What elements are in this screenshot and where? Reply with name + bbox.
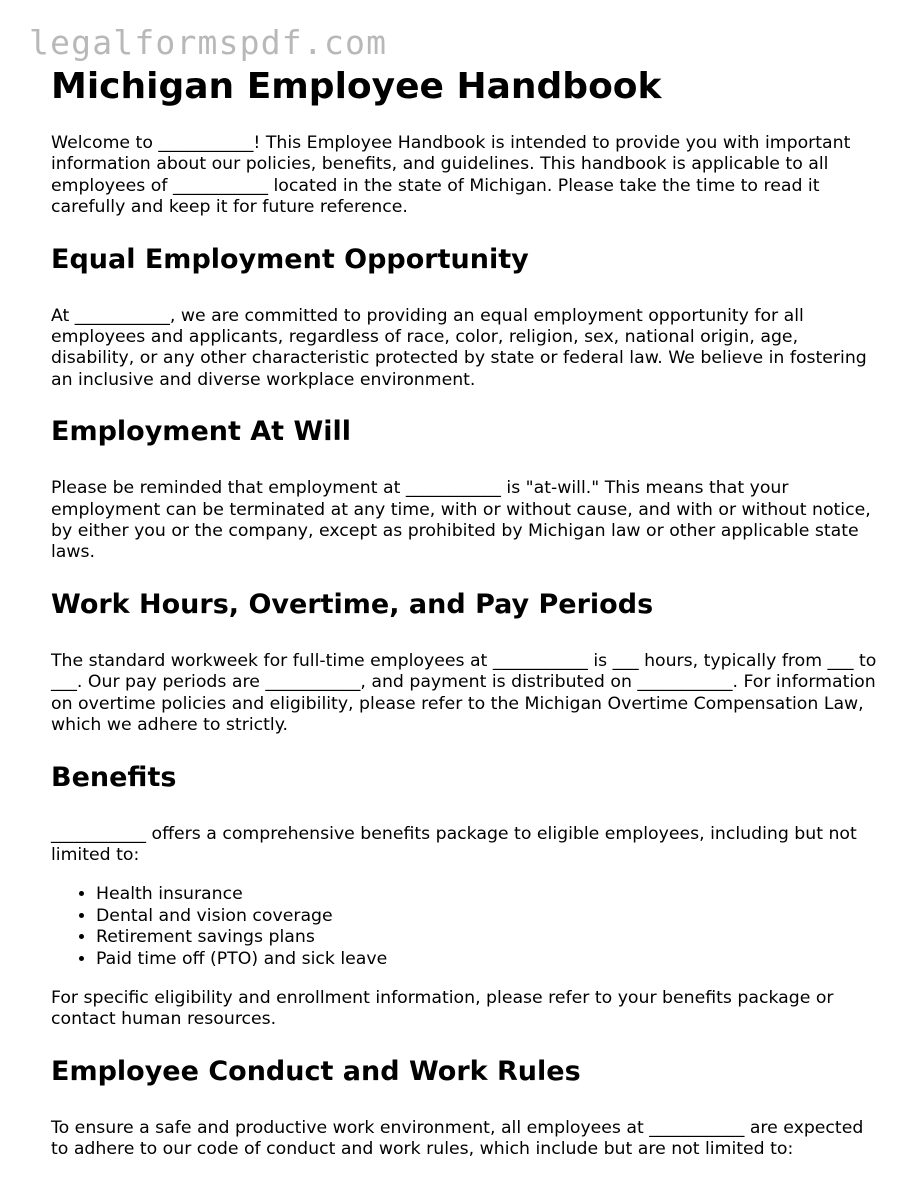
list-item: • Dental and vision coverage (96, 906, 881, 927)
document-title: Michigan Employee Handbook (51, 66, 662, 107)
section-text-equal-employment: At ___________, we are committed to providing an equal employment opportunity for all employees and applicants, regardless of race, color, religion, sex, national origin, age, disability, or any other characteristic protected by state or federal law. We believe in fostering an inclusive and diverse workplace environment. (51, 305, 867, 390)
section-text-conduct: To ensure a safe and productive work environment, all employees at ___________ are expected to adhere to our code of conduct and work rules, which include but are not limited to: (51, 1117, 864, 1160)
section-text-at-will: Please be reminded that employment at ___________ is "at-will." This means that your employment can be terminated at any time, with or without cause, and with or without notice, by either you or the company, except as prohibited by Michigan law or other applicable state laws. (51, 478, 871, 563)
document-page (51, 64, 881, 1161)
section-heading-conduct: Employee Conduct and Work Rules (51, 1055, 581, 1087)
intro-paragraph: Welcome to ___________! This Employee Handbook is intended to provide you with important information about our policies, benefits, and guidelines. This handbook is applicable to all employees of ___________ located in the state of Michigan. Please take the time to read it carefully and keep it for future reference. (51, 133, 851, 218)
benefits-list (51, 884, 881, 970)
section-heading-work-hours: Work Hours, Overtime, and Pay Periods (51, 588, 654, 620)
list-item: • Retirement savings plans (96, 927, 881, 948)
section-heading-equal-employment: Equal Employment Opportunity (51, 243, 529, 275)
section-text-benefits: ___________ offers a comprehensive benefits package to eligible employees, including but not limited to: (51, 823, 857, 865)
list-item: • Paid time off (PTO) and sick leave (96, 949, 881, 970)
section-heading-at-will: Employment At Will (51, 416, 352, 448)
section-text-benefits-after: For specific eligibility and enrollment information, please refer to your benefits package or contact human resources. (51, 987, 834, 1030)
list-item: • Health insurance (96, 884, 881, 905)
watermark: legalformspdf.com (29, 23, 388, 62)
section-heading-benefits: Benefits (51, 761, 177, 793)
section-text-work-hours: The standard workweek for full-time employees at ___________ is ___ hours, typically from ___ to ___. Our pay periods are ___________, and payment is distributed on ___________. For information on overtime policies and eligibility, please refer to the Michigan Overtime Compensation Law, which we adhere to strictly. (51, 650, 877, 736)
